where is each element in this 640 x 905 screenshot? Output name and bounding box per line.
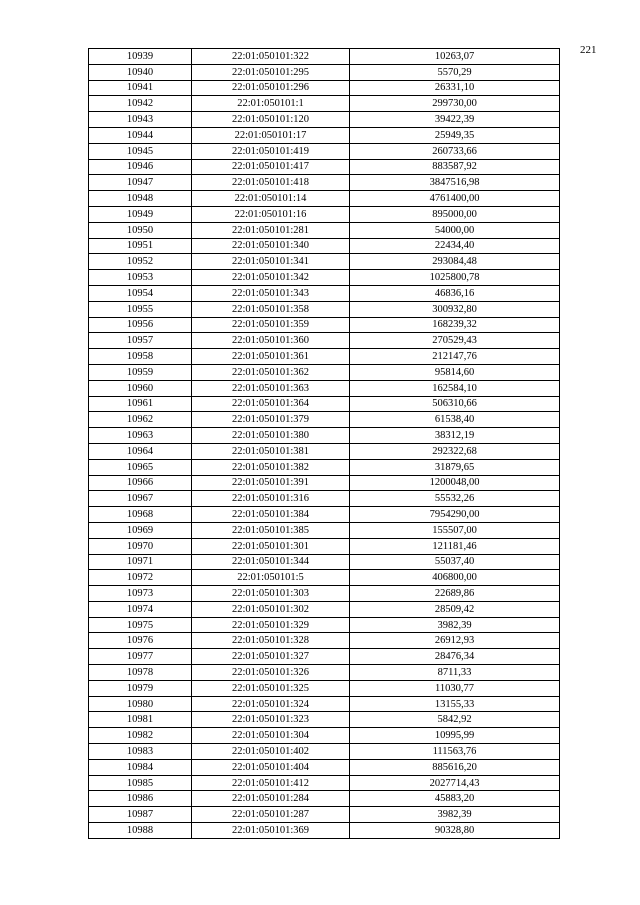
cadastral-number-cell: 22:01:050101:361 bbox=[192, 349, 350, 365]
value-cell: 7954290,00 bbox=[350, 507, 560, 523]
value-cell: 8711,33 bbox=[350, 665, 560, 681]
row-number-cell: 10984 bbox=[89, 759, 192, 775]
table-row bbox=[89, 206, 560, 222]
table-row bbox=[89, 522, 560, 538]
value-cell: 168239,32 bbox=[350, 317, 560, 333]
table-row bbox=[89, 412, 560, 428]
value-cell: 46836,16 bbox=[350, 285, 560, 301]
value-cell: 4761400,00 bbox=[350, 191, 560, 207]
table-row bbox=[89, 428, 560, 444]
cadastral-number-cell: 22:01:050101:14 bbox=[192, 191, 350, 207]
cadastral-number-cell: 22:01:050101:382 bbox=[192, 459, 350, 475]
row-number-cell: 10946 bbox=[89, 159, 192, 175]
cadastral-number-cell: 22:01:050101:342 bbox=[192, 270, 350, 286]
row-number-cell: 10969 bbox=[89, 522, 192, 538]
row-number-cell: 10978 bbox=[89, 665, 192, 681]
cadastral-number-cell: 22:01:050101:5 bbox=[192, 570, 350, 586]
registry-table-body bbox=[89, 49, 560, 839]
cadastral-number-cell: 22:01:050101:323 bbox=[192, 712, 350, 728]
table-row bbox=[89, 775, 560, 791]
cadastral-number-cell: 22:01:050101:325 bbox=[192, 680, 350, 696]
cadastral-number-cell: 22:01:050101:326 bbox=[192, 665, 350, 681]
value-cell: 45883,20 bbox=[350, 791, 560, 807]
row-number-cell: 10961 bbox=[89, 396, 192, 412]
cadastral-number-cell: 22:01:050101:359 bbox=[192, 317, 350, 333]
cadastral-number-cell: 22:01:050101:358 bbox=[192, 301, 350, 317]
value-cell: 155507,00 bbox=[350, 522, 560, 538]
table-row bbox=[89, 443, 560, 459]
value-cell: 10263,07 bbox=[350, 49, 560, 65]
value-cell: 95814,60 bbox=[350, 364, 560, 380]
table-row bbox=[89, 96, 560, 112]
value-cell: 1200048,00 bbox=[350, 475, 560, 491]
cadastral-number-cell: 22:01:050101:287 bbox=[192, 807, 350, 823]
table-row bbox=[89, 807, 560, 823]
row-number-cell: 10968 bbox=[89, 507, 192, 523]
cadastral-number-cell: 22:01:050101:328 bbox=[192, 633, 350, 649]
row-number-cell: 10942 bbox=[89, 96, 192, 112]
cadastral-number-cell: 22:01:050101:322 bbox=[192, 49, 350, 65]
cadastral-number-cell: 22:01:050101:304 bbox=[192, 728, 350, 744]
table-row bbox=[89, 601, 560, 617]
table-row bbox=[89, 475, 560, 491]
cadastral-number-cell: 22:01:050101:303 bbox=[192, 586, 350, 602]
value-cell: 2027714,43 bbox=[350, 775, 560, 791]
row-number-cell: 10962 bbox=[89, 412, 192, 428]
row-number-cell: 10957 bbox=[89, 333, 192, 349]
value-cell: 212147,76 bbox=[350, 349, 560, 365]
cadastral-number-cell: 22:01:050101:295 bbox=[192, 64, 350, 80]
table-row bbox=[89, 396, 560, 412]
cadastral-number-cell: 22:01:050101:417 bbox=[192, 159, 350, 175]
value-cell: 885616,20 bbox=[350, 759, 560, 775]
value-cell: 506310,66 bbox=[350, 396, 560, 412]
value-cell: 883587,92 bbox=[350, 159, 560, 175]
table-row bbox=[89, 617, 560, 633]
table-row bbox=[89, 586, 560, 602]
row-number-cell: 10988 bbox=[89, 823, 192, 839]
table-row bbox=[89, 112, 560, 128]
row-number-cell: 10985 bbox=[89, 775, 192, 791]
row-number-cell: 10953 bbox=[89, 270, 192, 286]
cadastral-number-cell: 22:01:050101:384 bbox=[192, 507, 350, 523]
cadastral-number-cell: 22:01:050101:344 bbox=[192, 554, 350, 570]
row-number-cell: 10948 bbox=[89, 191, 192, 207]
row-number-cell: 10949 bbox=[89, 206, 192, 222]
row-number-cell: 10975 bbox=[89, 617, 192, 633]
table-row bbox=[89, 633, 560, 649]
row-number-cell: 10939 bbox=[89, 49, 192, 65]
table-row bbox=[89, 175, 560, 191]
row-number-cell: 10973 bbox=[89, 586, 192, 602]
cadastral-number-cell: 22:01:050101:17 bbox=[192, 127, 350, 143]
table-row bbox=[89, 649, 560, 665]
table-row bbox=[89, 728, 560, 744]
value-cell: 406800,00 bbox=[350, 570, 560, 586]
cadastral-number-cell: 22:01:050101:281 bbox=[192, 222, 350, 238]
row-number-cell: 10967 bbox=[89, 491, 192, 507]
value-cell: 39422,39 bbox=[350, 112, 560, 128]
cadastral-number-cell: 22:01:050101:381 bbox=[192, 443, 350, 459]
table-row bbox=[89, 191, 560, 207]
table-row bbox=[89, 665, 560, 681]
table-row bbox=[89, 222, 560, 238]
table-row bbox=[89, 333, 560, 349]
cadastral-number-cell: 22:01:050101:369 bbox=[192, 823, 350, 839]
table-row bbox=[89, 127, 560, 143]
row-number-cell: 10970 bbox=[89, 538, 192, 554]
cadastral-number-cell: 22:01:050101:296 bbox=[192, 80, 350, 96]
table-row bbox=[89, 459, 560, 475]
row-number-cell: 10947 bbox=[89, 175, 192, 191]
table-row bbox=[89, 159, 560, 175]
table-row bbox=[89, 301, 560, 317]
page-number: 221 bbox=[580, 44, 597, 56]
value-cell: 11030,77 bbox=[350, 680, 560, 696]
cadastral-number-cell: 22:01:050101:364 bbox=[192, 396, 350, 412]
value-cell: 260733,66 bbox=[350, 143, 560, 159]
table-row bbox=[89, 349, 560, 365]
value-cell: 61538,40 bbox=[350, 412, 560, 428]
table-row bbox=[89, 491, 560, 507]
value-cell: 28476,34 bbox=[350, 649, 560, 665]
cadastral-number-cell: 22:01:050101:402 bbox=[192, 744, 350, 760]
row-number-cell: 10981 bbox=[89, 712, 192, 728]
row-number-cell: 10952 bbox=[89, 254, 192, 270]
table-row bbox=[89, 80, 560, 96]
cadastral-number-cell: 22:01:050101:1 bbox=[192, 96, 350, 112]
row-number-cell: 10955 bbox=[89, 301, 192, 317]
cadastral-number-cell: 22:01:050101:341 bbox=[192, 254, 350, 270]
cadastral-number-cell: 22:01:050101:329 bbox=[192, 617, 350, 633]
value-cell: 10995,99 bbox=[350, 728, 560, 744]
value-cell: 55037,40 bbox=[350, 554, 560, 570]
value-cell: 3847516,98 bbox=[350, 175, 560, 191]
row-number-cell: 10982 bbox=[89, 728, 192, 744]
cadastral-number-cell: 22:01:050101:301 bbox=[192, 538, 350, 554]
value-cell: 22689,86 bbox=[350, 586, 560, 602]
cadastral-number-cell: 22:01:050101:391 bbox=[192, 475, 350, 491]
value-cell: 111563,76 bbox=[350, 744, 560, 760]
value-cell: 5842,92 bbox=[350, 712, 560, 728]
cadastral-number-cell: 22:01:050101:404 bbox=[192, 759, 350, 775]
cadastral-number-cell: 22:01:050101:362 bbox=[192, 364, 350, 380]
value-cell: 270529,43 bbox=[350, 333, 560, 349]
value-cell: 90328,80 bbox=[350, 823, 560, 839]
value-cell: 38312,19 bbox=[350, 428, 560, 444]
cadastral-number-cell: 22:01:050101:363 bbox=[192, 380, 350, 396]
row-number-cell: 10971 bbox=[89, 554, 192, 570]
table-row bbox=[89, 317, 560, 333]
value-cell: 1025800,78 bbox=[350, 270, 560, 286]
cadastral-number-cell: 22:01:050101:343 bbox=[192, 285, 350, 301]
row-number-cell: 10974 bbox=[89, 601, 192, 617]
row-number-cell: 10960 bbox=[89, 380, 192, 396]
table-row bbox=[89, 791, 560, 807]
cadastral-number-cell: 22:01:050101:16 bbox=[192, 206, 350, 222]
row-number-cell: 10977 bbox=[89, 649, 192, 665]
registry-table bbox=[88, 48, 560, 839]
table-row bbox=[89, 554, 560, 570]
value-cell: 26331,10 bbox=[350, 80, 560, 96]
cadastral-number-cell: 22:01:050101:327 bbox=[192, 649, 350, 665]
value-cell: 300932,80 bbox=[350, 301, 560, 317]
value-cell: 3982,39 bbox=[350, 807, 560, 823]
table-row bbox=[89, 285, 560, 301]
table-row bbox=[89, 680, 560, 696]
value-cell: 299730,00 bbox=[350, 96, 560, 112]
cadastral-number-cell: 22:01:050101:316 bbox=[192, 491, 350, 507]
cadastral-number-cell: 22:01:050101:324 bbox=[192, 696, 350, 712]
cadastral-number-cell: 22:01:050101:419 bbox=[192, 143, 350, 159]
value-cell: 13155,33 bbox=[350, 696, 560, 712]
row-number-cell: 10976 bbox=[89, 633, 192, 649]
table-row bbox=[89, 570, 560, 586]
row-number-cell: 10986 bbox=[89, 791, 192, 807]
row-number-cell: 10963 bbox=[89, 428, 192, 444]
row-number-cell: 10940 bbox=[89, 64, 192, 80]
cadastral-number-cell: 22:01:050101:284 bbox=[192, 791, 350, 807]
cadastral-number-cell: 22:01:050101:385 bbox=[192, 522, 350, 538]
cadastral-number-cell: 22:01:050101:120 bbox=[192, 112, 350, 128]
value-cell: 293084,48 bbox=[350, 254, 560, 270]
table-row bbox=[89, 538, 560, 554]
table-row bbox=[89, 364, 560, 380]
cadastral-number-cell: 22:01:050101:379 bbox=[192, 412, 350, 428]
row-number-cell: 10941 bbox=[89, 80, 192, 96]
row-number-cell: 10958 bbox=[89, 349, 192, 365]
table-row bbox=[89, 254, 560, 270]
table-row bbox=[89, 380, 560, 396]
value-cell: 31879,65 bbox=[350, 459, 560, 475]
value-cell: 5570,29 bbox=[350, 64, 560, 80]
cadastral-number-cell: 22:01:050101:340 bbox=[192, 238, 350, 254]
row-number-cell: 10979 bbox=[89, 680, 192, 696]
row-number-cell: 10966 bbox=[89, 475, 192, 491]
row-number-cell: 10959 bbox=[89, 364, 192, 380]
value-cell: 162584,10 bbox=[350, 380, 560, 396]
value-cell: 292322,68 bbox=[350, 443, 560, 459]
table-row bbox=[89, 823, 560, 839]
cadastral-number-cell: 22:01:050101:418 bbox=[192, 175, 350, 191]
cadastral-number-cell: 22:01:050101:380 bbox=[192, 428, 350, 444]
table-row bbox=[89, 696, 560, 712]
row-number-cell: 10987 bbox=[89, 807, 192, 823]
table-row bbox=[89, 270, 560, 286]
row-number-cell: 10956 bbox=[89, 317, 192, 333]
value-cell: 55532,26 bbox=[350, 491, 560, 507]
value-cell: 895000,00 bbox=[350, 206, 560, 222]
row-number-cell: 10944 bbox=[89, 127, 192, 143]
table-row bbox=[89, 143, 560, 159]
value-cell: 3982,39 bbox=[350, 617, 560, 633]
table-row bbox=[89, 49, 560, 65]
row-number-cell: 10950 bbox=[89, 222, 192, 238]
table-row bbox=[89, 744, 560, 760]
cadastral-number-cell: 22:01:050101:412 bbox=[192, 775, 350, 791]
row-number-cell: 10964 bbox=[89, 443, 192, 459]
value-cell: 28509,42 bbox=[350, 601, 560, 617]
value-cell: 121181,46 bbox=[350, 538, 560, 554]
value-cell: 22434,40 bbox=[350, 238, 560, 254]
value-cell: 26912,93 bbox=[350, 633, 560, 649]
value-cell: 54000,00 bbox=[350, 222, 560, 238]
table-row bbox=[89, 238, 560, 254]
row-number-cell: 10943 bbox=[89, 112, 192, 128]
value-cell: 25949,35 bbox=[350, 127, 560, 143]
row-number-cell: 10972 bbox=[89, 570, 192, 586]
table-row bbox=[89, 507, 560, 523]
table-row bbox=[89, 712, 560, 728]
row-number-cell: 10965 bbox=[89, 459, 192, 475]
row-number-cell: 10983 bbox=[89, 744, 192, 760]
row-number-cell: 10980 bbox=[89, 696, 192, 712]
cadastral-number-cell: 22:01:050101:302 bbox=[192, 601, 350, 617]
row-number-cell: 10945 bbox=[89, 143, 192, 159]
row-number-cell: 10951 bbox=[89, 238, 192, 254]
row-number-cell: 10954 bbox=[89, 285, 192, 301]
cadastral-number-cell: 22:01:050101:360 bbox=[192, 333, 350, 349]
table-row bbox=[89, 64, 560, 80]
table-row bbox=[89, 759, 560, 775]
